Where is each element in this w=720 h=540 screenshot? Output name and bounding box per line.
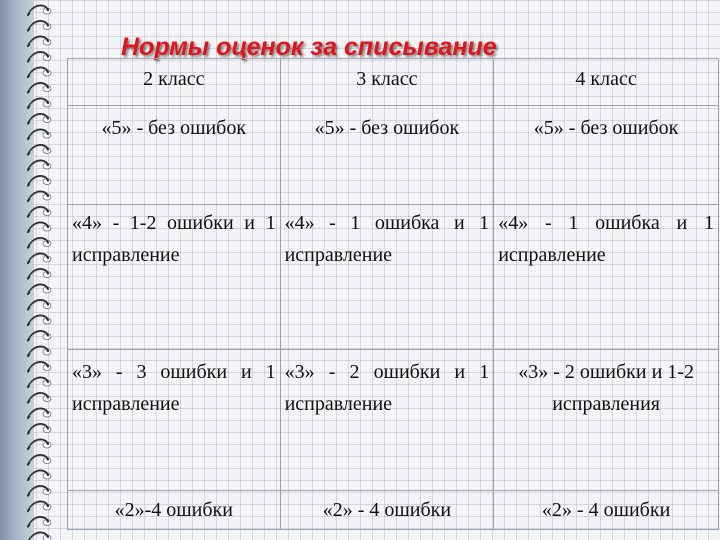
table-cell: «3» - 3 ошибки и 1 исправление [68, 350, 281, 491]
spiral-binding-icon [0, 0, 60, 540]
table-cell: «5» - без ошибок [280, 106, 494, 205]
header-grade-2: 2 класс [68, 59, 281, 106]
page-title: Нормы оценок за списывание [121, 33, 497, 61]
grading-norms-table [67, 58, 719, 530]
table-cell: «3» - 2 ошибки и 1 исправление [280, 350, 494, 491]
table-row [68, 350, 719, 491]
table-cell: «4» - 1 ошибка и 1 исправление [494, 205, 719, 350]
header-grade-4: 4 класс [494, 59, 719, 106]
table-cell: «2» - 4 ошибки [280, 491, 494, 530]
table-row [68, 106, 719, 205]
table-row [68, 491, 719, 530]
table-row [68, 205, 719, 350]
table-cell: «5» - без ошибок [494, 106, 719, 205]
table-cell: «4» - 1-2 ошибки и 1 исправление [68, 205, 281, 350]
table-cell: «2» - 4 ошибки [494, 491, 719, 530]
table-cell: «5» - без ошибок [68, 106, 281, 205]
table-cell: «4» - 1 ошибка и 1 исправление [280, 205, 494, 350]
table-cell: «2»-4 ошибки [68, 491, 281, 530]
header-grade-3: 3 класс [280, 59, 494, 106]
table-cell: «3» - 2 ошибки и 1-2 исправления [494, 350, 719, 491]
table-header-row [68, 59, 719, 106]
